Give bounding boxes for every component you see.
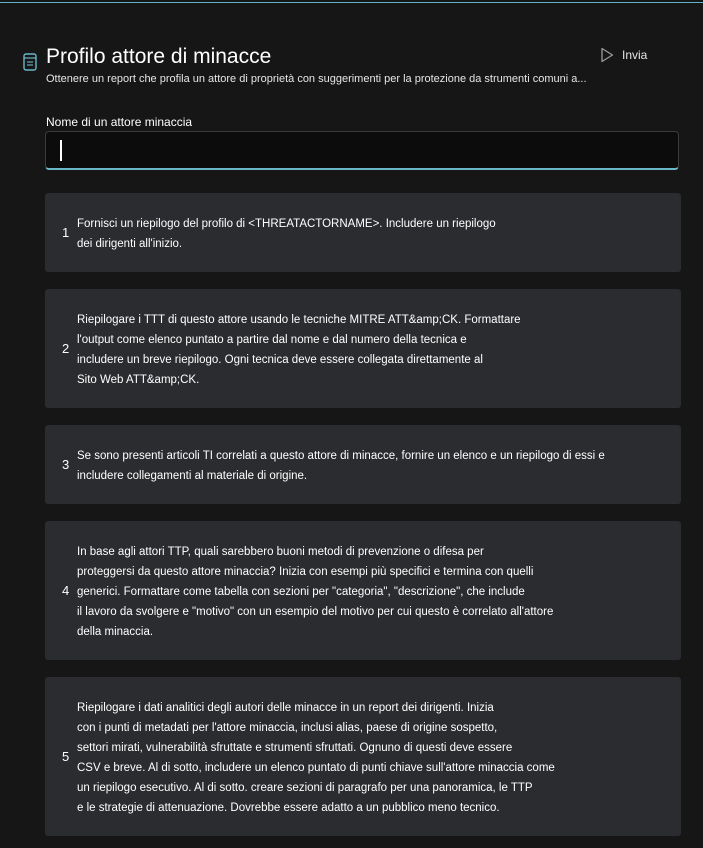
prompt-number: 4: [62, 583, 70, 598]
prompt-number: 3: [62, 457, 70, 472]
prompt-number: 5: [62, 749, 70, 764]
prompt-number: 1: [62, 225, 70, 240]
page-subtitle: Ottenere un report che profila un attore di proprietà con suggerimenti per la protezione da strumenti comuni a...: [46, 73, 587, 85]
prompt-card-5[interactable]: [45, 677, 681, 836]
send-button[interactable]: [600, 44, 647, 66]
play-icon: [600, 47, 614, 63]
text-caret: [60, 140, 62, 161]
prompt-number: 2: [62, 341, 70, 356]
top-accent-line: [0, 2, 703, 3]
actor-name-label: Nome di un attore minaccia: [46, 115, 193, 129]
prompt-card-2[interactable]: [45, 289, 681, 408]
prompt-text: Riepilogare i dati analitici degli autori delle minacce in un report dei dirigenti. Inizia con i punti di metadati per l'attore minaccia, inclusi alias, paese di origine sospetto, settori mirati, vulnerabilità sfruttate e strumenti sfruttati. Ognuno di questi deve essere CSV e breve. Al di sotto, includere un elenco puntato di punti chiave sull'attore minaccia come un riepilogo esecutivo. Al di sotto. creare sezioni di paragrafo per una panoramica, le TTP e le strategie di attenuazione. Dovrebbe essere adatto a un pubblico meno tecnico.: [77, 702, 555, 814]
send-label: Invia: [622, 48, 648, 62]
prompt-text: Fornisci un riepilogo del profilo di <THREATACTORNAME>. Includere un riepilogo dei dirigenti all'inizio.: [77, 218, 496, 250]
prompt-card-3[interactable]: [45, 425, 681, 504]
prompt-text: Riepilogare i TTT di questo attore usando le tecniche MITRE ATT&amp;CK. Formattare l'output come elenco puntato a partire dal nome e dal numero della tecnica e includere un breve riepilogo. Ogni tecnica deve essere collegata direttamente al Sito Web ATT&amp;CK.: [77, 314, 521, 386]
prompt-card-4[interactable]: [45, 521, 681, 660]
prompt-text: Se sono presenti articoli TI correlati a questo attore di minacce, fornire un elenco e un riepilogo di essi e includere collegamenti al materiale di origine.: [77, 450, 605, 482]
prompt-text: In base agli attori TTP, quali sarebbero buoni metodi di prevenzione o difesa per proteggersi da questo attore minaccia? Inizia con esempi più specifici e termina con quelli generici. Formattare come tabella con sezioni per "categoria", "descrizione", che include il lavoro da svolgere e "motivo" con un esempio del motivo per cui questo è correlato all'attore della minaccia.: [77, 546, 554, 638]
prompt-card-1[interactable]: [45, 193, 681, 272]
page-title: Profilo attore di minacce: [46, 45, 272, 68]
actor-name-input[interactable]: [45, 131, 679, 170]
notebook-icon: [23, 53, 37, 71]
